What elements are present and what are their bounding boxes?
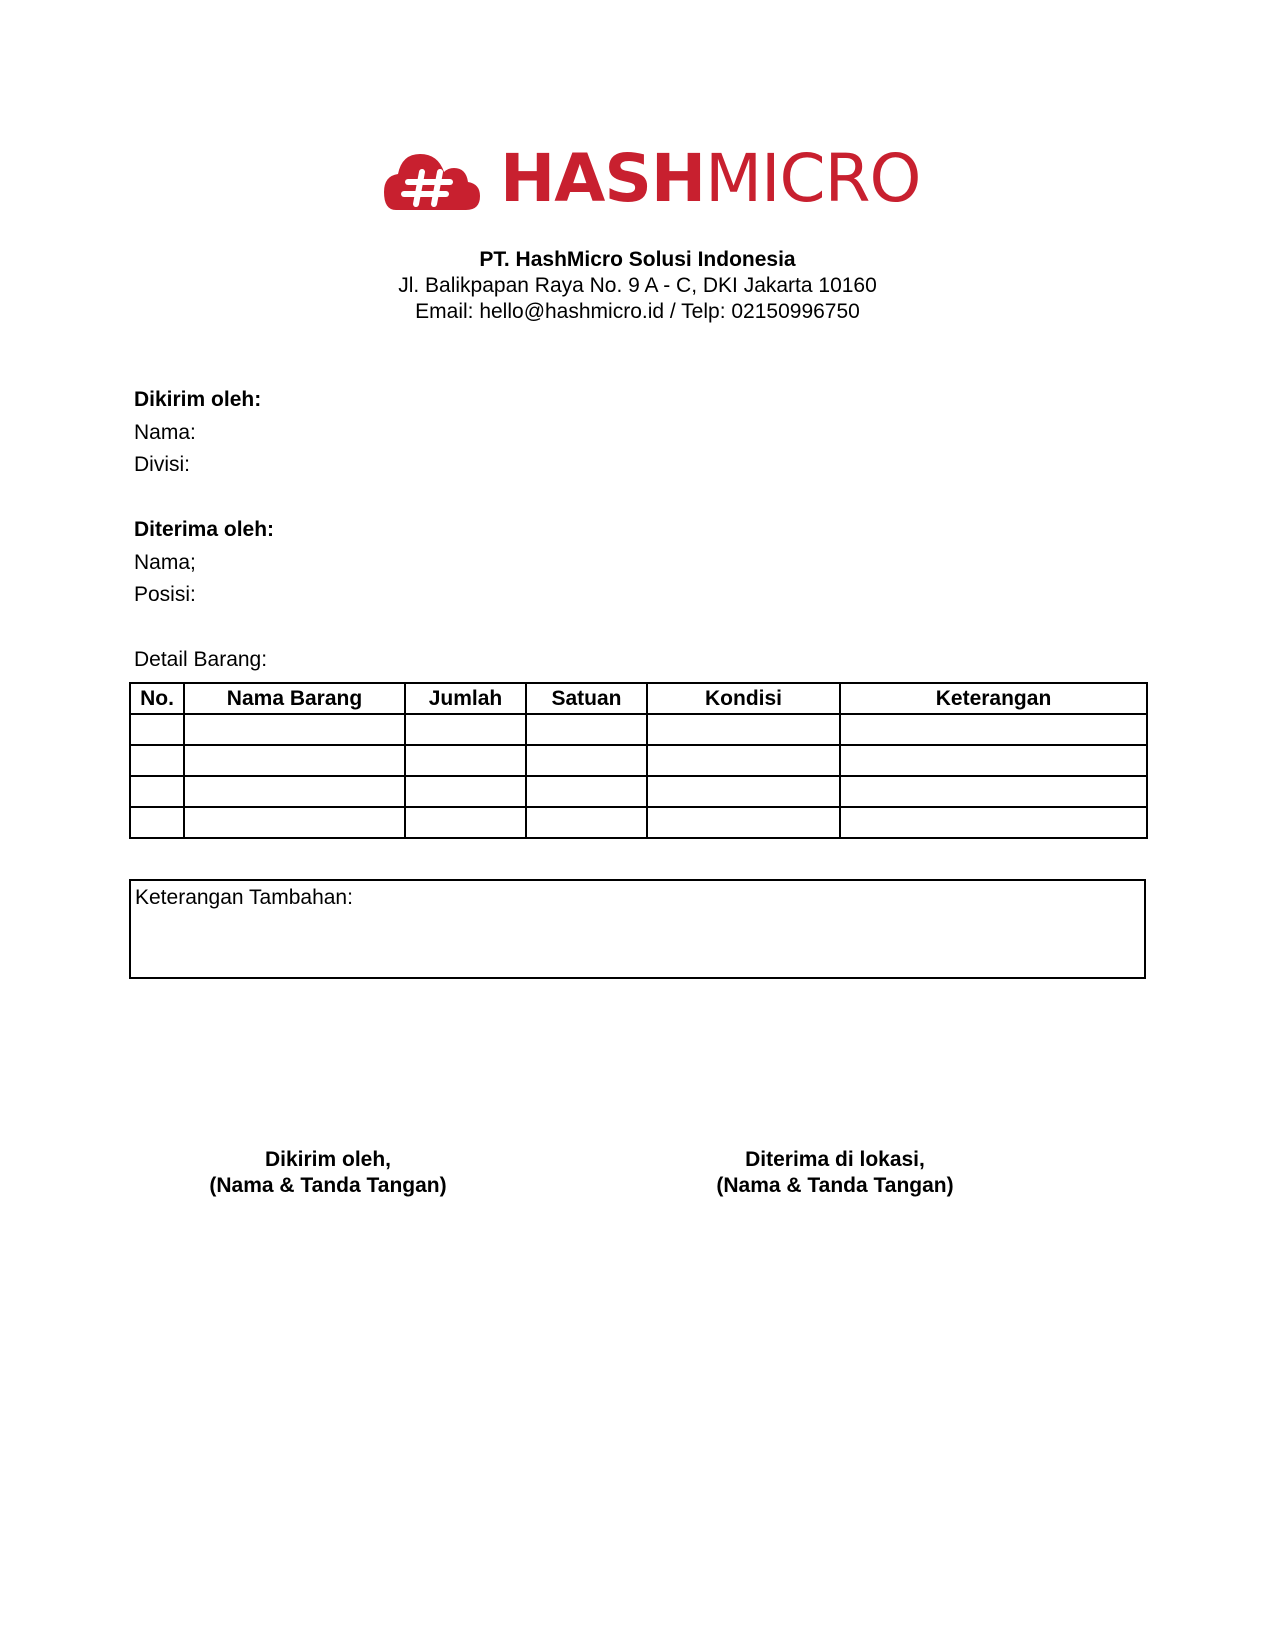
table-cell (526, 807, 647, 838)
column-header-no: No. (130, 683, 184, 714)
receiver-signature-block (635, 1147, 1035, 1199)
items-header-row (130, 683, 1147, 714)
table-cell (130, 714, 184, 745)
receiver-position-label: Posisi: (134, 583, 196, 606)
company-address: Jl. Balikpapan Raya No. 9 A - C, DKI Jakarta 10160 (398, 274, 877, 297)
table-cell (647, 745, 840, 776)
table-cell (840, 776, 1147, 807)
table-cell (647, 776, 840, 807)
cloud-hash-icon (382, 146, 482, 212)
company-name: PT. HashMicro Solusi Indonesia (479, 248, 796, 271)
table-cell (130, 776, 184, 807)
table-cell (526, 776, 647, 807)
table-cell (840, 745, 1147, 776)
logo-word-light: MICRO (705, 140, 921, 217)
table-cell (184, 745, 405, 776)
column-header-keterangan: Keterangan (840, 683, 1147, 714)
items-title: Detail Barang: (134, 648, 268, 671)
table-row (130, 807, 1147, 838)
table-row (130, 745, 1147, 776)
receiver-signature-sub: (Nama & Tanda Tangan) (716, 1174, 954, 1197)
column-header-kondisi: Kondisi (647, 683, 840, 714)
table-cell (184, 807, 405, 838)
sender-heading: Dikirim oleh: (134, 388, 262, 411)
table-cell (405, 807, 526, 838)
table-cell (526, 714, 647, 745)
sender-signature-title: Dikirim oleh, (264, 1148, 392, 1171)
table-cell (526, 745, 647, 776)
table-cell (405, 745, 526, 776)
table-cell (405, 776, 526, 807)
receiver-heading: Diterima oleh: (134, 518, 275, 541)
additional-notes-label: Keterangan Tambahan: (135, 886, 353, 909)
column-header-nama-barang: Nama Barang (184, 683, 405, 714)
table-cell (184, 776, 405, 807)
column-header-jumlah: Jumlah (405, 683, 526, 714)
logo-wordmark (500, 140, 920, 218)
table-cell (130, 745, 184, 776)
logo-word-bold: HASH (500, 140, 706, 217)
hashmicro-logo (382, 140, 921, 217)
company-contact: Email: hello@hashmicro.id / Telp: 02150996750 (415, 300, 860, 323)
table-row (130, 714, 1147, 745)
receiver-signature-title: Diterima di lokasi, (745, 1148, 925, 1171)
table-cell (184, 714, 405, 745)
items-table (129, 682, 1148, 839)
table-cell (647, 714, 840, 745)
additional-notes-box (129, 879, 1146, 979)
sender-signature-block (128, 1147, 528, 1199)
table-cell (840, 714, 1147, 745)
table-cell (647, 807, 840, 838)
table-row (130, 776, 1147, 807)
sender-signature-sub: (Nama & Tanda Tangan) (209, 1174, 447, 1197)
column-header-satuan: Satuan (526, 683, 647, 714)
table-cell (405, 714, 526, 745)
table-cell (130, 807, 184, 838)
table-cell (840, 807, 1147, 838)
sender-division-label: Divisi: (134, 453, 190, 476)
sender-name-label: Nama: (134, 421, 196, 444)
receiver-name-label: Nama; (134, 551, 196, 574)
